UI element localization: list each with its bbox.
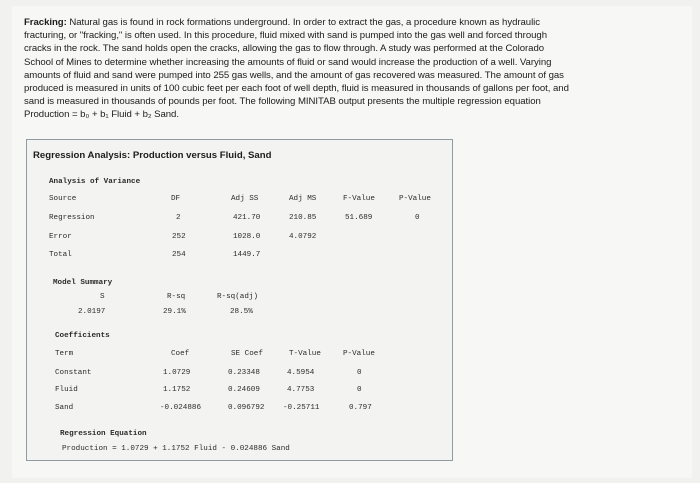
statement-line-7: sand is measured in thousands of pounds per foot. The following MINITAB output presents the multiple regression equation [24,96,541,108]
coef-cell: 0.096792 [228,404,265,412]
coef-cell: 1.0729 [163,369,191,377]
statement-line-2: fracturing, or "fracking," is often used. In this procedure, fluid mixed with sand is pumped into the gas well and forced through [24,30,547,42]
anova-cell: Total [49,251,72,259]
summary-header-r-sq: R-sq [167,293,186,301]
anova-cell: 4.0792 [289,233,317,241]
coef-cell: 4.7753 [287,386,315,394]
anova-header-f-value: F-Value [343,195,375,203]
coef-cell: 4.5954 [287,369,315,377]
anova-cell: 51.689 [345,214,373,222]
anova-cell: 210.85 [289,214,317,222]
anova-header-source: Source [49,195,77,203]
summary-value-r-sq: 29.1% [163,308,186,316]
anova-header-df: DF [171,195,181,203]
coef-cell: Constant [55,369,92,377]
coef-cell: Sand [55,404,74,412]
statement-line-1-text: Natural gas is found in rock formations underground. In order to extract the gas, a procedure known as hydraulic [69,17,540,28]
anova-cell: 421.70 [233,214,261,222]
coef-header-se-coef: SE Coef [231,350,263,358]
statement-heading: Fracking: [24,17,67,28]
equation-text: Production = 1.0729 + 1.1752 Fluid - 0.024886 Sand [62,445,290,453]
coefficients-heading: Coefficients [55,332,110,340]
coef-header-coef: Coef [171,350,190,358]
statement-line-1 [24,16,672,29]
coef-cell: 1.1752 [163,386,191,394]
anova-cell: 2 [176,214,181,222]
coef-header-t-value: T-Value [289,350,321,358]
summary-value-s: 2.0197 [78,308,106,316]
anova-cell: 254 [172,251,186,259]
summary-value-r-sq-adj: 28.5% [230,308,253,316]
coef-cell: -0.25711 [283,404,320,412]
anova-header-p-value: P-Value [399,195,431,203]
anova-header-adj-ms: Adj MS [289,195,317,203]
problem-statement [24,16,672,122]
statement-line-5: amounts of fluid and sand were pumped into 255 gas wells, and the amount of gas recovered was measured. The amount of gas [24,69,564,81]
coef-cell: 0 [357,369,362,377]
coef-cell: 0.797 [349,404,372,412]
anova-cell: 252 [172,233,186,241]
coef-cell: Fluid [55,386,78,394]
regression-formula: Production = b₀ + b₁ Fluid + b₂ Sand. [24,109,179,121]
anova-cell: Error [49,233,72,241]
output-title: Regression Analysis: Production versus Fluid, Sand [33,150,272,161]
coef-cell: 0 [357,386,362,394]
anova-cell: 1028.0 [233,233,261,241]
statement-line-4: School of Mines to determine whether increasing the amounts of fluid or sand would increase the production of a well. Varying [24,56,552,68]
anova-header-adj-ss: Adj SS [231,195,259,203]
summary-header-s: S [100,293,105,301]
summary-header-r-sq-adj: R-sq(adj) [217,293,259,301]
summary-heading: Model Summary [53,279,113,287]
equation-heading: Regression Equation [60,430,147,438]
anova-cell: 0 [415,214,420,222]
coef-header-term: Term [55,350,74,358]
minitab-output [26,139,453,461]
anova-heading: Analysis of Variance [49,178,141,186]
coef-cell: 0.24609 [228,386,260,394]
anova-cell: 1449.7 [233,251,261,259]
anova-cell: Regression [49,214,95,222]
coef-cell: 0.23348 [228,369,260,377]
document-page [12,6,692,478]
coef-cell: -0.024886 [160,404,202,412]
statement-line-3: cracks in the rock. The sand holds open the cracks, allowing the gas to flow through. A study was performed at the Colorado [24,43,545,55]
statement-line-6: produced is measured in units of 100 cubic feet per each foot of well depth, fluid is measured in thousands of gallons per foot, and [24,83,569,95]
coef-header-p-value: P-Value [343,350,375,358]
